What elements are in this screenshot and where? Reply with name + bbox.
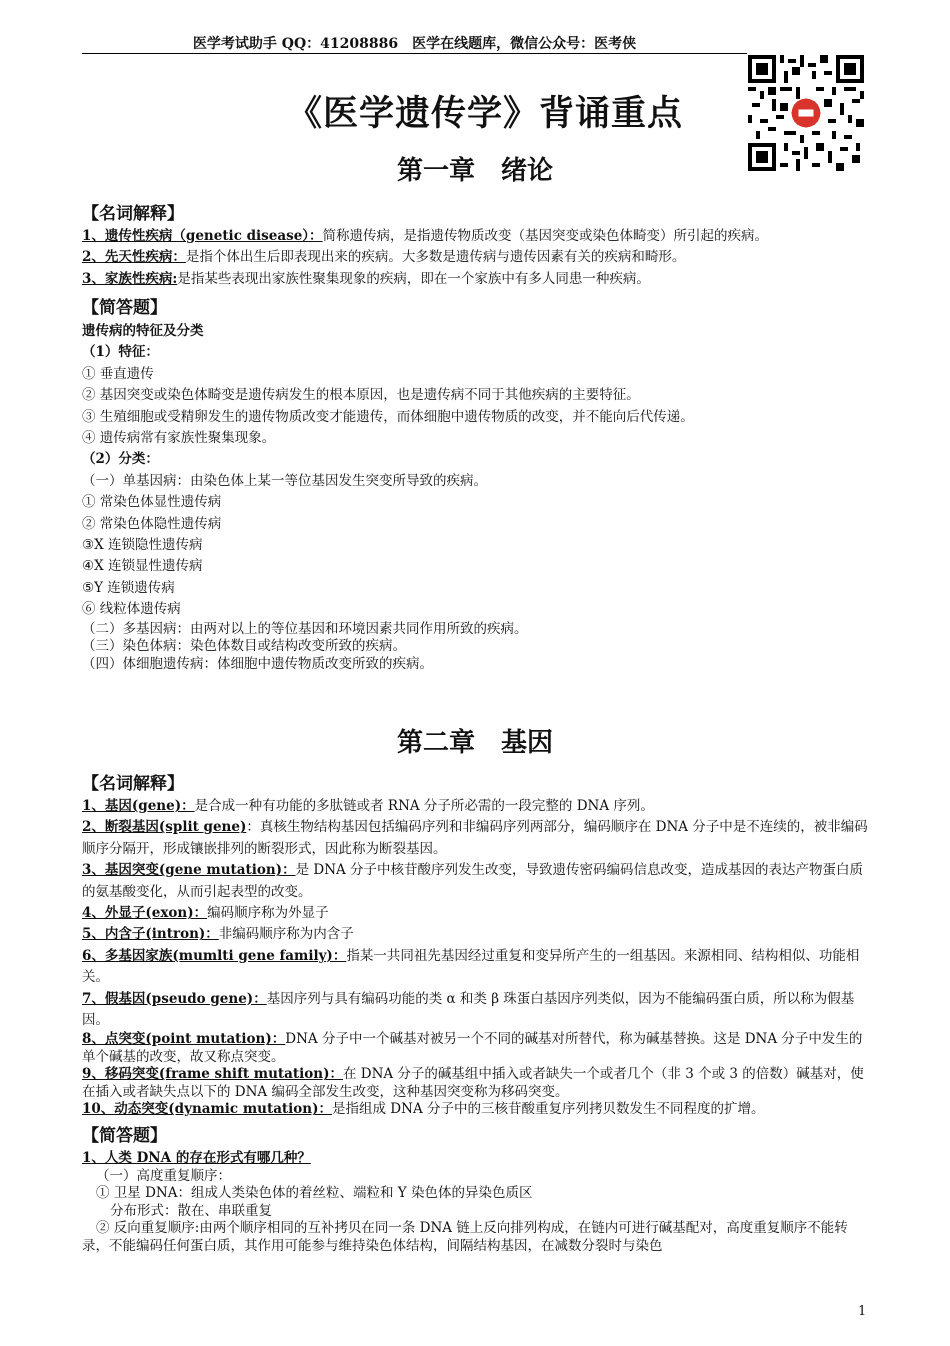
chapter2-title: 第二章 基因 <box>396 728 553 758</box>
page-header: 医学考试助手 QQ：41208886 医学在线题库，微信公众号：医考侠 <box>192 36 637 52</box>
term-label: 6、多基因家族(mumlti gene family)： <box>82 947 347 964</box>
term-definition: 简称遗传病，是指遗传物质改变（基因突变或染色体畸变）所引起的疾病。 <box>322 228 769 244</box>
term-label: 10、动态突变(dynamic mutation)： <box>82 1101 333 1118</box>
term-item <box>82 796 870 817</box>
chapter2-terms-list <box>82 796 870 1119</box>
term-definition: ：真核生物结构基因包括编码序列和非编码序列两部分，编码顺序在 DNA 分子中是不连续的，被非编码顺序分隔开，形成镶嵌排列的断裂形式，因此称为断裂基因。 <box>82 819 868 857</box>
chapter2-qa-content <box>82 1150 870 1255</box>
list-item: （一）高度重复顺序： <box>96 1167 231 1184</box>
chapter1-terms-heading: 【名词解释】 <box>82 204 184 224</box>
term-label: 1、遗传性疾病（genetic disease）： <box>82 228 323 244</box>
page-number: 1 <box>858 1304 867 1319</box>
list-item: ③ 生殖细胞或受精卵发生的遗传物质改变才能遗传，而体细胞中遗传物质的改变，并不能向后代传递。 <box>82 408 694 425</box>
term-item <box>82 924 870 945</box>
term-definition: 是 DNA 分子中核苷酸序列发生改变，导致遗传密码编码信息改变，造成基因的表达产物蛋白质的氨基酸变化，从而引起表型的改变。 <box>82 862 864 900</box>
term-item <box>82 1101 870 1119</box>
term-label: 5、内含子(intron)： <box>82 926 219 943</box>
term-definition: 在 DNA 分子的碱基组中插入或者缺失一个或者几个（非 3 个或 3 的倍数）碱基对，使在插入或者缺失点以下的 DNA 编码全部发生改变，这种基因突变称为移码突变。 <box>82 1066 864 1100</box>
chapter2-terms-heading: 【名词解释】 <box>82 774 184 794</box>
chapter2-qa-heading: 【简答题】 <box>82 1126 167 1146</box>
list-item: ② 反向重复顺序:由两个顺序相同的互补拷贝在同一条 DNA 链上反向排列构成，在链内可进行碱基配对，高度重复顺序不能转录，不能编码任何蛋白质，其作用可能参与维持染色体结构，间隔结构基因，在减数分裂时与染色 <box>82 1220 848 1254</box>
term-label: 3、基因突变(gene mutation)： <box>82 862 296 879</box>
term-definition: 是指某些表现出家族性聚集现象的疾病，即在一个家族中有多人同患一种疾病。 <box>177 270 650 287</box>
list-item: （一）单基因病：由染色体上某一等位基因发生突变所导致的疾病。 <box>82 472 487 489</box>
question-title: 1、人类 DNA 的存在形式有哪几种？ <box>82 1150 311 1166</box>
term-label: 2、先天性疾病： <box>82 249 186 266</box>
term-item <box>82 860 870 903</box>
list-item: ⑥ 线粒体遗传病 <box>82 601 181 618</box>
list-item: （四）体细胞遗传病：体细胞中遗传物质改变所致的疾病。 <box>82 655 433 672</box>
term-definition: 非编码顺序称为内含子 <box>218 926 354 943</box>
term-item <box>82 1066 870 1101</box>
list-item: ④ 遗传病常有家族性聚集现象。 <box>82 430 276 447</box>
term-item <box>82 226 870 247</box>
list-item: ① 卫星 DNA：组成人类染色体的着丝粒、端粒和 Y 染色体的异染色质区 <box>96 1185 533 1201</box>
list-item: ⑤Y 连锁遗传病 <box>82 579 175 596</box>
term-item <box>82 946 870 989</box>
question-title: 遗传病的特征及分类 <box>82 323 204 339</box>
term-definition: 指某一共同祖先基因经过重复和变异所产生的一组基因。来源相同、结构相似、功能相关。 <box>82 947 860 986</box>
chapter1-qa-heading: 【简答题】 <box>82 298 167 318</box>
chapter1-qa-content <box>82 321 870 673</box>
list-item: 分布形式：散在、串联重复 <box>110 1202 272 1219</box>
term-label: 4、外显子(exon)： <box>82 905 208 922</box>
term-item <box>82 817 870 860</box>
term-definition: 是指个体出生后即表现出来的疾病。大多数是遗传病与遗传因素有关的疾病和畸形。 <box>185 249 686 266</box>
term-item <box>82 247 870 268</box>
list-item: ① 常染色体显性遗传病 <box>82 494 222 511</box>
features-label: （1）特征： <box>82 344 159 361</box>
term-item <box>82 1031 870 1066</box>
term-definition: 是指组成 DNA 分子中的三核苷酸重复序列拷贝数发生不同程度的扩增。 <box>332 1101 765 1118</box>
term-label: 3、家族性疾病: <box>82 270 178 287</box>
term-definition: 是合成一种有功能的多肽链或者 RNA 分子所必需的一段完整的 DNA 序列。 <box>194 798 654 814</box>
chapter1-terms-list <box>82 226 870 290</box>
list-item: ② 常染色体隐性遗传病 <box>82 515 222 532</box>
document-title: 《医学遗传学》背诵重点 <box>286 94 683 134</box>
term-definition: DNA 分子中一个碱基对被另一个不同的碱基对所替代，称为碱基替换。这是 DNA 分子中发生的单个碱基的改变，故又称点突变。 <box>82 1031 863 1065</box>
list-item: （三）染色体病：染色体数目或结构改变所致的疾病。 <box>82 638 406 655</box>
term-item <box>82 269 870 290</box>
term-item <box>82 903 870 924</box>
list-item: （二）多基因病：由两对以上的等位基因和环境因素共同作用所致的疾病。 <box>82 620 528 637</box>
term-label: 2、断裂基因(split gene) <box>82 819 247 836</box>
term-definition: 编码顺序称为外显子 <box>207 905 329 922</box>
term-label: 9、移码突变(frame shift mutation)： <box>82 1066 343 1083</box>
list-item: ① 垂直遗传 <box>82 365 154 382</box>
list-item: ③X 连锁隐性遗传病 <box>82 537 203 554</box>
term-definition: 基因序列与具有编码功能的类 α 和类 β 珠蛋白基因序列类似，因为不能编码蛋白质，所以称为假基因。 <box>82 990 855 1029</box>
chapter1-title: 第一章 绪论 <box>396 156 553 186</box>
list-item: ④X 连锁显性遗传病 <box>82 558 203 575</box>
header-divider <box>82 53 747 54</box>
term-item <box>82 989 870 1032</box>
classification-label: （2）分类： <box>82 451 159 468</box>
term-label: 1、基因(gene)： <box>82 798 195 814</box>
list-item: ② 基因突变或染色体畸变是遗传病发生的根本原因，也是遗传病不同于其他疾病的主要特征。 <box>82 387 640 404</box>
term-label: 7、假基因(pseudo gene)： <box>82 990 267 1007</box>
term-label: 8、点突变(point mutation)： <box>82 1031 286 1048</box>
